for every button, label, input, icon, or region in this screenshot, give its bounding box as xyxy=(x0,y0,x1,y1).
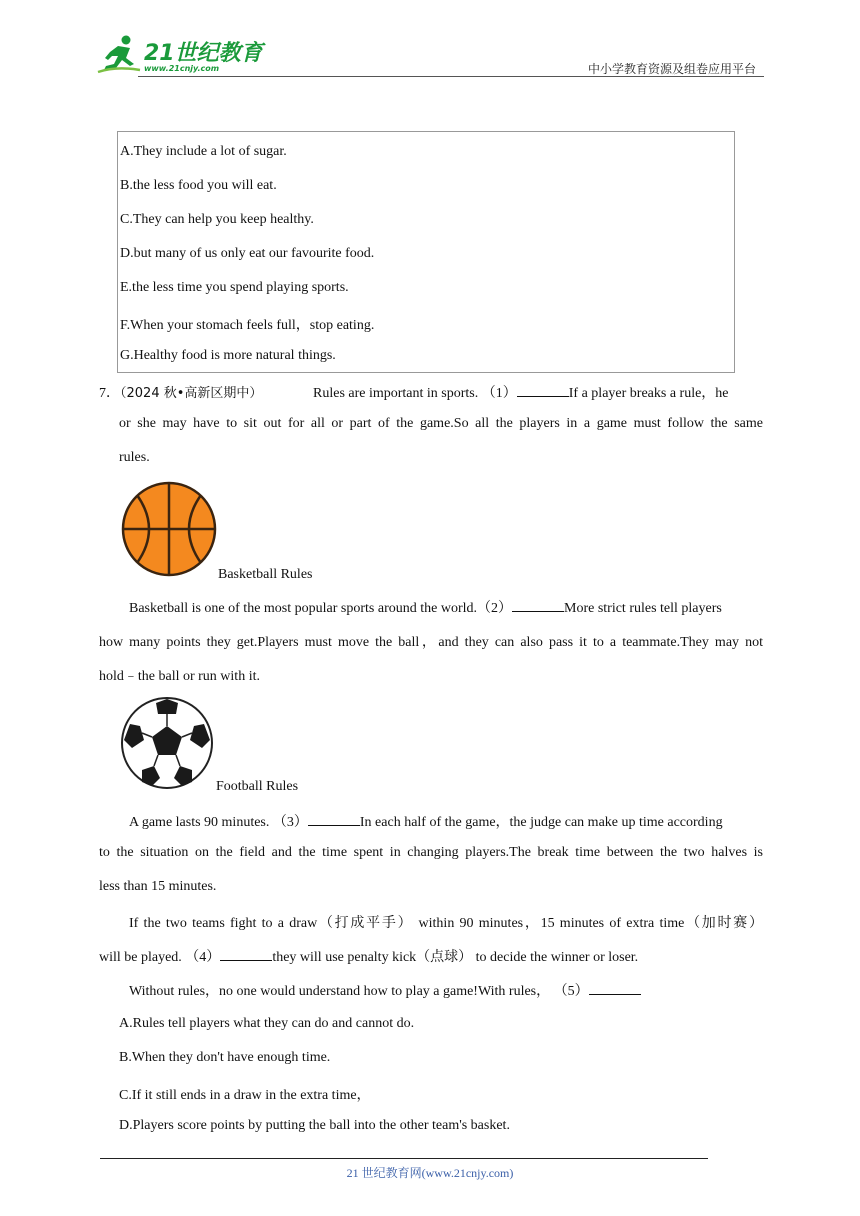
blank-2[interactable] xyxy=(512,597,564,612)
option-c: C.They can help you keep healthy. xyxy=(120,212,314,227)
options-box xyxy=(117,131,735,373)
basketball-title: Basketball Rules xyxy=(218,567,313,582)
question-number-label: 7． xyxy=(99,386,120,401)
runner-icon xyxy=(96,34,142,76)
basketball-line-1: Basketball is one of the most popular sports around the world.（2） More strict rules tell players xyxy=(129,597,722,617)
blank-4[interactable] xyxy=(220,946,272,961)
page-header xyxy=(0,0,860,80)
blank-1[interactable] xyxy=(517,382,569,397)
basketball-line-3: hold﹣the ball or run with it. xyxy=(99,669,260,684)
intro-line-2: or she may have to sit out for all or part of the game.So all the players in a game must follow the same xyxy=(119,416,763,431)
intro-line-1: Rules are important in sports. （1） If a player breaks a rule，he xyxy=(313,382,729,402)
option-g: G.Healthy food is more natural things. xyxy=(120,348,336,363)
blank-3[interactable] xyxy=(308,811,360,826)
option-e: E.the less time you spend playing sports. xyxy=(120,280,349,295)
football-icon xyxy=(120,696,214,790)
header-divider xyxy=(138,76,764,77)
conclusion-line: Without rules，no one would understand how to play a game!With rules， （5） xyxy=(129,980,641,1000)
intro-line-3: rules. xyxy=(119,450,150,465)
choice-d: D.Players score points by putting the ball into the other team's basket. xyxy=(119,1118,510,1133)
choice-b: B.When they don't have enough time. xyxy=(119,1050,331,1065)
logo-url: www.21cnjy.com xyxy=(144,64,220,73)
choice-c: C.If it still ends in a draw in the extra time， xyxy=(119,1088,371,1103)
option-b: B.the less food you will eat. xyxy=(120,178,277,193)
blank-5[interactable] xyxy=(589,980,641,995)
basketball-line-2: how many points they get.Players must move the ball，and they can also pass it to a teammate.They may not xyxy=(99,635,763,650)
logo-text: 21世纪教育 xyxy=(144,41,263,66)
footer-text: 21 世纪教育网(www.21cnjy.com) xyxy=(346,1166,514,1180)
option-a: A.They include a lot of sugar. xyxy=(120,144,287,159)
site-logo xyxy=(96,34,266,78)
football-line-3: less than 15 minutes. xyxy=(99,879,217,894)
draw-line-1: If the two teams fight to a draw（打成平手） within 90 minutes，15 minutes of extra time（加时赛） xyxy=(129,916,763,931)
basketball-icon xyxy=(121,481,217,577)
football-line-2: to the situation on the field and the time spent in changing players.The break time between the two halves is xyxy=(99,845,763,860)
option-d: D.but many of us only eat our favourite food. xyxy=(120,246,375,261)
football-title: Football Rules xyxy=(216,779,299,794)
footer-divider xyxy=(100,1158,708,1159)
question-number xyxy=(99,382,262,402)
platform-name: 中小学教育资源及组卷应用平台 xyxy=(587,62,756,76)
question-source: （2024 秋•高新区期中） xyxy=(120,386,263,401)
option-f: F.When your stomach feels full，stop eating. xyxy=(120,318,375,333)
football-line-1: A game lasts 90 minutes. （3） In each half of the game，the judge can make up time according xyxy=(129,811,723,831)
draw-line-2: will be played. （4） they will use penalty kick（点球） to decide the winner or loser. xyxy=(99,946,638,966)
choice-a: A.Rules tell players what they can do and cannot do. xyxy=(119,1016,415,1031)
